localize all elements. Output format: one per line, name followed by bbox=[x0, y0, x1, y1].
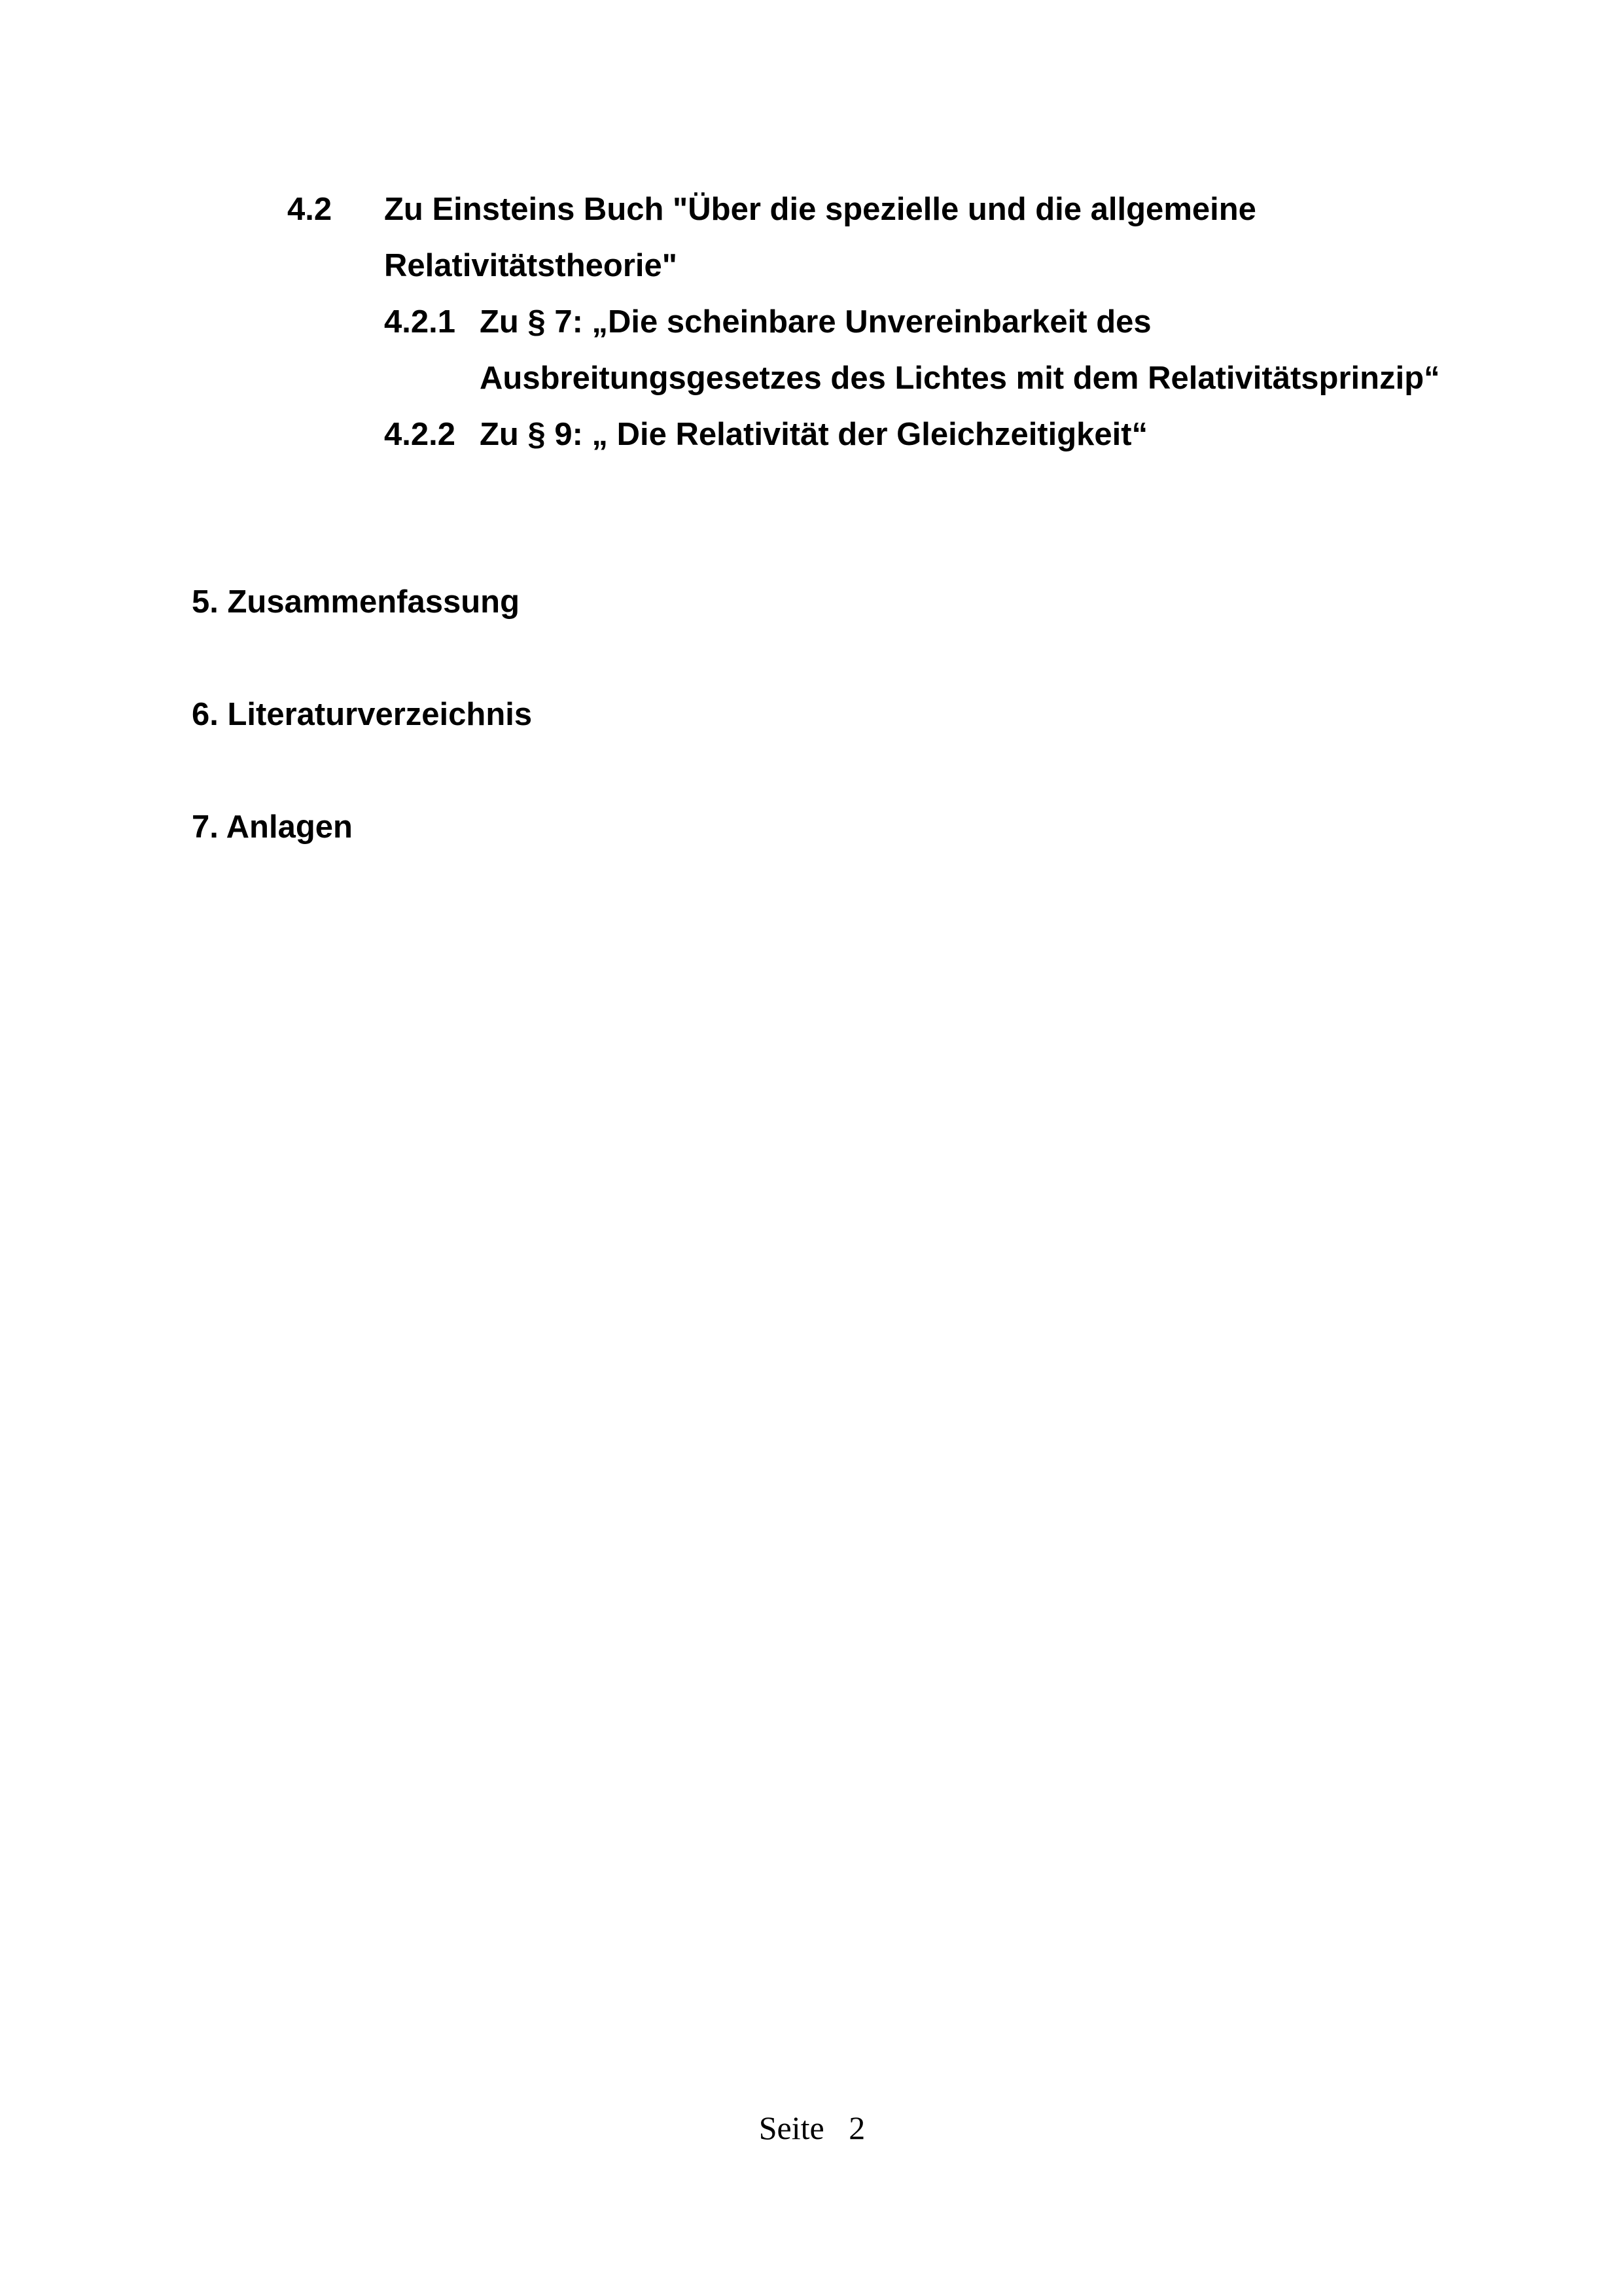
toc-entry-4-2-1-title-line2 bbox=[480, 359, 1440, 398]
toc-entry-4-2-title-line1 bbox=[384, 190, 1256, 229]
toc-entry-4-2 bbox=[287, 190, 332, 229]
toc-title: Ausbreitungsgesetzes des Lichtes mit dem Relativitätsprinzip“ bbox=[480, 361, 1440, 396]
page-number-footer: Seite 2 bbox=[758, 2110, 866, 2146]
toc-entry-4-2-1 bbox=[384, 302, 455, 342]
toc-entry-6 bbox=[192, 695, 532, 734]
toc-number: 4.2.1 bbox=[384, 304, 455, 340]
toc-entry-4-2-1-title-line1 bbox=[480, 302, 1152, 342]
toc-entry-4-2-2-title bbox=[480, 415, 1148, 454]
toc-title: Relativitätstheorie" bbox=[384, 248, 678, 283]
toc-title: 5. Zusammenfassung bbox=[192, 584, 520, 620]
toc-number: 4.2 bbox=[287, 192, 332, 227]
toc-entry-7 bbox=[192, 807, 353, 847]
toc-title: Zu Einsteins Buch "Über die spezielle und die allgemeine bbox=[384, 192, 1256, 227]
toc-title: 6. Literaturverzeichnis bbox=[192, 697, 533, 732]
toc-title: Zu § 7: „Die scheinbare Unvereinbarkeit des bbox=[480, 304, 1152, 340]
toc-entry-4-2-2 bbox=[384, 415, 455, 454]
toc-number: 4.2.2 bbox=[384, 417, 455, 452]
toc-entry-4-2-title-line2 bbox=[384, 246, 677, 285]
toc-title: Zu § 9: „ Die Relativität der Gleichzeitigkeit“ bbox=[480, 417, 1148, 452]
toc-entry-5 bbox=[192, 582, 520, 622]
toc-title: 7. Anlagen bbox=[192, 809, 353, 845]
